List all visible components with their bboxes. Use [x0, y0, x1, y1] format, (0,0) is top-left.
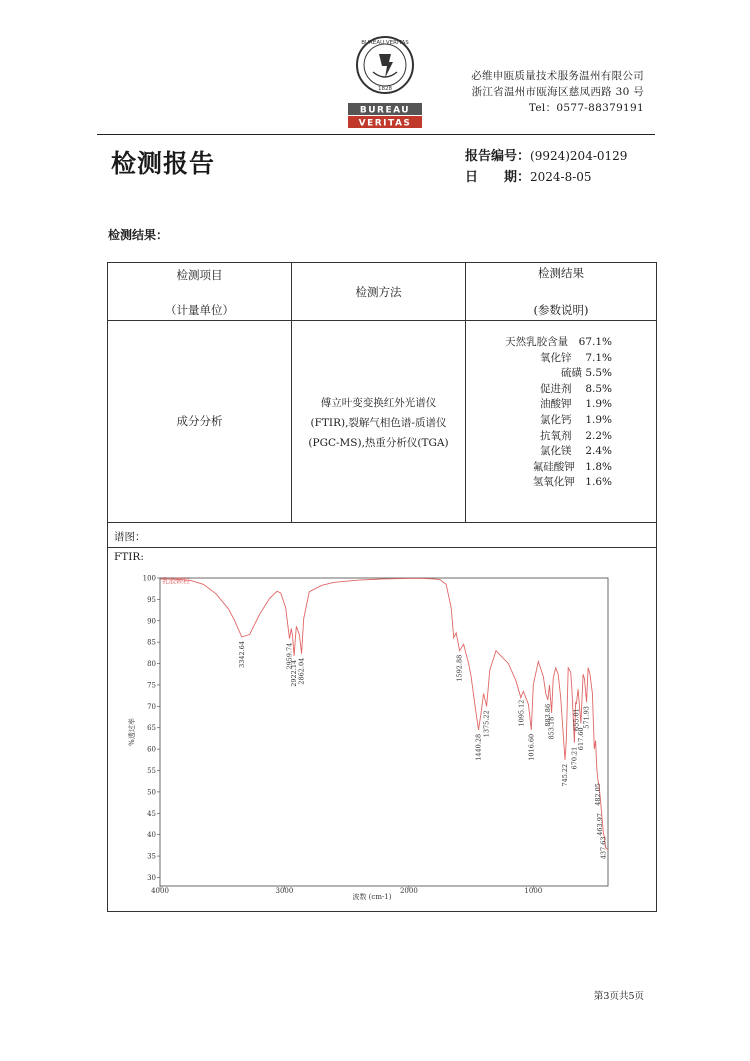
method-line-2: (FTIR),裂解气相色谱-质谱仪 [310, 417, 447, 429]
peak-label: 1375.22 [482, 710, 491, 738]
report-number: (9924)204-0129 [530, 149, 628, 163]
y-tick-label: 45 [147, 809, 156, 818]
y-tick-label: 50 [147, 788, 156, 797]
y-tick-label: 70 [147, 702, 156, 711]
company-tel: Tel：0577-88379191 [528, 102, 644, 114]
logo-top-text: BUREAU VERITAS [361, 40, 409, 46]
page-number: 第3页共5页 [593, 991, 644, 1002]
test-method [292, 393, 465, 453]
result-row: 促进剂 8.5% [539, 382, 612, 395]
peak-label: 571.93 [582, 706, 591, 729]
legend-label: 乳胶颗粒 [162, 577, 190, 585]
ftir-spectrum-chart [118, 568, 648, 904]
result-row: 油酸钾 1.9% [539, 398, 612, 411]
header-divider [97, 134, 655, 135]
result-row: 氯化镁 2.4% [539, 445, 612, 458]
result-row: 氟硅酸钾 1.8% [532, 460, 612, 473]
y-tick-label: 90 [147, 617, 156, 626]
result-row: 天然乳胶含量 67.1% [505, 336, 612, 348]
section-title: 检测结果： [108, 228, 169, 242]
result-row: 抗氧剂 2.2% [539, 429, 612, 442]
plot-area [160, 578, 608, 886]
y-tick-label: 30 [147, 873, 156, 882]
peak-label: 463.97 [596, 813, 605, 836]
company-info [471, 68, 644, 116]
col-result-header: 检测结果 [538, 266, 584, 280]
y-tick-label: 55 [147, 767, 156, 775]
peak-label: 2922.14 [290, 659, 299, 687]
x-tick-label: 1000 [524, 887, 543, 895]
logo-band-veritas: VERITAS [358, 118, 412, 129]
y-tick-label: 65 [147, 724, 156, 733]
col-method-header: 检测方法 [355, 285, 402, 299]
col-item-header: 检测项目 [176, 268, 223, 282]
report-date-label: 日 期： [465, 170, 531, 185]
peak-label: 1016.60 [527, 733, 536, 761]
result-row: 氢氧化钾 1.6% [532, 476, 612, 489]
y-tick-label: 80 [147, 660, 156, 669]
y-tick-label: 35 [147, 852, 156, 861]
method-line-3: (PGC-MS),热重分析仪(TGA) [308, 437, 449, 449]
method-line-1: 傅立叶变变换红外光谱仪 [320, 397, 437, 409]
col-result-note: (参数说明) [533, 303, 589, 317]
peak-label: 1440.28 [474, 733, 483, 761]
peak-label: 1095.12 [517, 699, 526, 727]
peak-label: 437.63 [599, 836, 608, 860]
peak-label: 883.86 [543, 703, 552, 727]
peak-label: 3342.64 [237, 641, 246, 668]
bureau-veritas-logo [346, 32, 424, 130]
peak-label: 2959.74 [285, 642, 294, 670]
x-tick-label: 3000 [275, 887, 294, 895]
peak-label: 1592.88 [455, 654, 464, 682]
report-meta [465, 146, 627, 188]
result-row: 硫磺 5.5% [560, 367, 612, 380]
x-tick-label: 4000 [151, 887, 169, 895]
company-address: 浙江省温州市瓯海区慈凤西路 30 号 [471, 86, 644, 98]
company-name: 必维申瓯质量技术服务温州有限公司 [471, 70, 644, 82]
results-list [468, 335, 654, 491]
peak-label: 670.21 [570, 746, 579, 770]
report-date: 2024-8-05 [530, 170, 592, 184]
y-tick-label: 100 [142, 574, 156, 583]
x-axis-label: 波数 (cm-1) [352, 893, 392, 901]
spectrum-line [160, 578, 608, 849]
logo-year: 1828 [378, 86, 392, 92]
result-row: 氯化钙 1.9% [539, 413, 612, 426]
y-tick-label: 95 [147, 595, 156, 604]
spectrum-label: 谱图： [114, 531, 146, 543]
y-tick-label: 60 [147, 745, 156, 754]
y-tick-label: 75 [147, 681, 156, 690]
report-number-label: 报告编号： [465, 149, 531, 164]
x-tick-label: 2000 [399, 887, 418, 895]
peak-label: 853.18 [547, 716, 556, 740]
col-item-unit: （计量单位） [165, 303, 234, 317]
peak-label: 482.05 [593, 783, 602, 806]
result-row: 氧化锌 7.1% [539, 351, 612, 364]
report-title: 检测报告 [111, 149, 216, 178]
ftir-label: FTIR: [114, 551, 144, 563]
test-item: 成分分析 [176, 414, 223, 428]
y-axis-label: %透过率 [128, 718, 136, 746]
peak-label: 2862.04 [297, 657, 306, 685]
peak-label: 617.60 [576, 727, 585, 751]
y-tick-label: 85 [147, 638, 156, 647]
logo-band-bureau: BUREAU [359, 105, 411, 116]
peak-label: 745.22 [561, 763, 570, 787]
y-tick-label: 40 [147, 831, 156, 840]
peak-label: 655.01 [572, 708, 581, 731]
